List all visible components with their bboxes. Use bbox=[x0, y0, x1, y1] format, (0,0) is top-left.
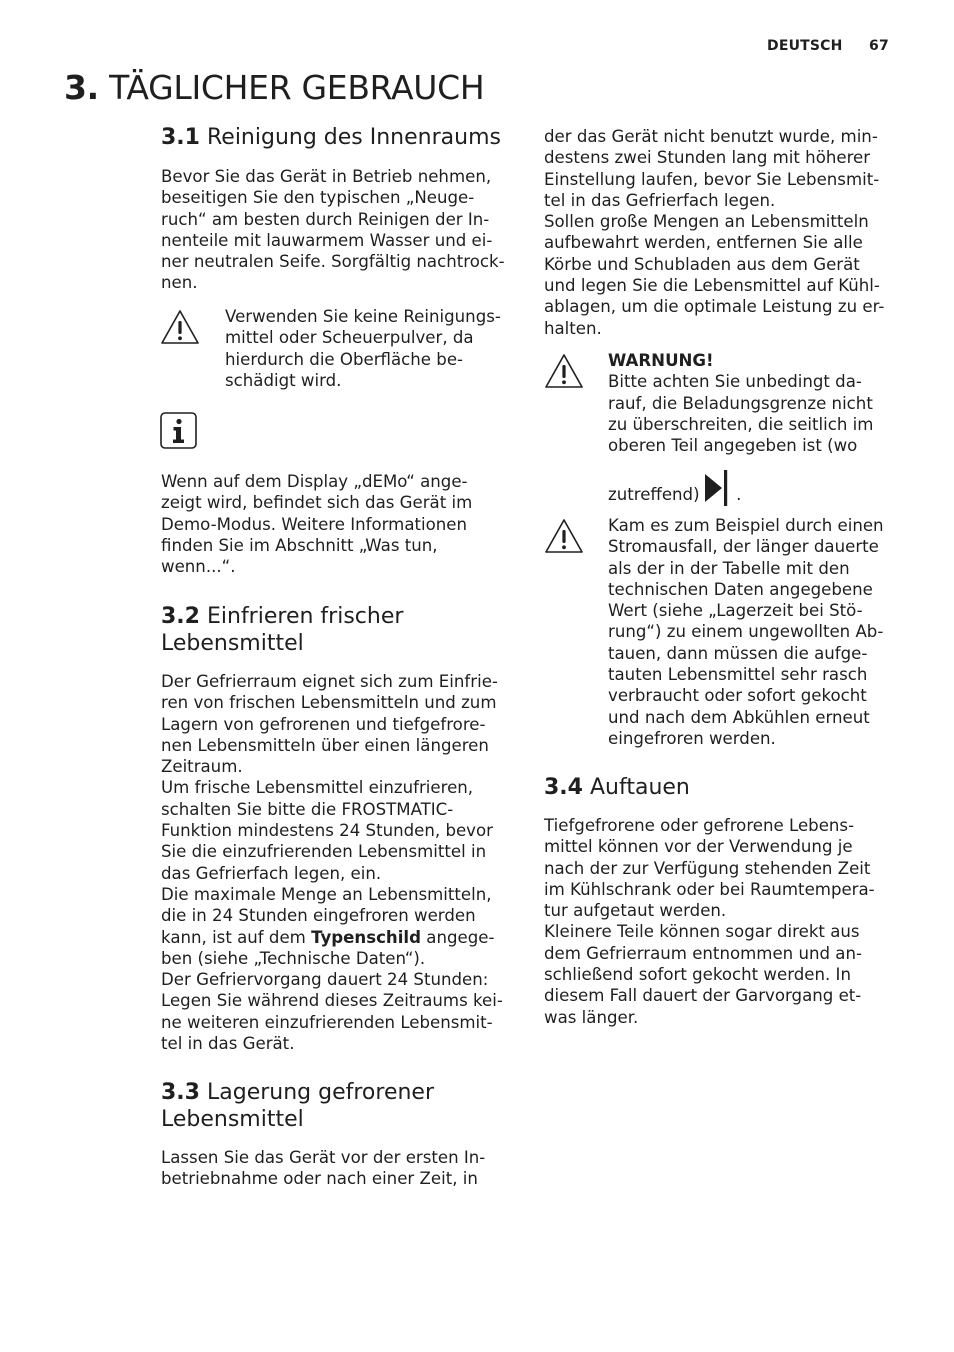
info-note-demo bbox=[161, 471, 513, 577]
chapter-title-text: TÄGLICHER GEBRAUCH bbox=[109, 68, 485, 107]
text-line: schließend sofort gekocht werden. In bbox=[544, 965, 851, 985]
section-3-1-heading bbox=[161, 124, 513, 151]
text-fragment: angege- bbox=[421, 927, 495, 947]
text-line: tauten Lebensmittel sehr rasch bbox=[608, 665, 868, 685]
warning-load-limit bbox=[608, 350, 873, 506]
text-line: beseitigen Sie den typischen „Neuge- bbox=[161, 188, 475, 208]
text-line bbox=[608, 470, 873, 506]
text-line: was länger. bbox=[544, 1007, 639, 1027]
caution-note-cleaning bbox=[225, 306, 501, 391]
caution-note-power-failure bbox=[608, 515, 884, 749]
text-line: tel in das Gefrierfach legen. bbox=[544, 190, 776, 210]
text-line: nenteile mit lauwarmem Wasser und ei- bbox=[161, 230, 493, 250]
warning-triangle-icon bbox=[160, 309, 200, 345]
text-line: Lagern von gefrorenen und tiefgefrore- bbox=[161, 714, 486, 734]
text-line: ne weiteren einzufrierenden Lebensmit- bbox=[161, 1012, 493, 1032]
text-line: der das Gerät nicht benutzt wurde, min- bbox=[544, 127, 878, 146]
text-line: aufbewahrt werden, entfernen Sie alle bbox=[544, 233, 863, 253]
text-line: finden Sie im Abschnitt „Was tun, bbox=[161, 535, 438, 555]
text-line: die in 24 Stunden eingefroren werden bbox=[161, 906, 476, 926]
text-line: als der in der Tabelle mit den bbox=[608, 558, 850, 578]
text-line: Der Gefrierraum eignet sich zum Einfrie- bbox=[161, 672, 498, 691]
text-line: mittel oder Scheuerpulver, da bbox=[225, 328, 474, 348]
text-line: Stromausfall, der länger dauerte bbox=[608, 537, 879, 557]
text-line: hierdurch die Oberfläche be- bbox=[225, 349, 464, 369]
text-fragment: kann, ist auf dem bbox=[161, 927, 312, 947]
text-line: tel in das Gerät. bbox=[161, 1034, 295, 1054]
text-line: Lassen Sie das Gerät vor der ersten In- bbox=[161, 1148, 486, 1167]
text-line: im Kühlschrank oder bei Raumtempera- bbox=[544, 879, 875, 899]
text-line: wenn...“. bbox=[161, 557, 236, 577]
text-line: das Gefrierfach legen, ein. bbox=[161, 863, 382, 883]
text-line: Wert (siehe „Lagerzeit bei Stö- bbox=[608, 601, 863, 621]
text-line: tauen, dann müssen die aufge- bbox=[608, 643, 868, 663]
text-line: diesem Fall dauert der Garvorgang et- bbox=[544, 986, 862, 1006]
text-line: ben (siehe „Technische Daten“). bbox=[161, 948, 426, 968]
section-title-line: Lagerung gefrorener bbox=[206, 1080, 434, 1105]
text-line: Bitte achten Sie unbedingt da- bbox=[608, 372, 862, 392]
section-3-1-text bbox=[161, 166, 513, 294]
section-3-4-text bbox=[544, 815, 899, 1028]
text-line: zeigt wird, befindet sich das Gerät im bbox=[161, 493, 473, 513]
text-line: destens zwei Stunden lang mit höherer bbox=[544, 148, 871, 168]
section-3-3-text-right bbox=[544, 126, 899, 339]
text-line: ren von frischen Lebensmitteln und zum bbox=[161, 693, 497, 713]
chapter-title bbox=[64, 68, 484, 108]
text-line: verbraucht oder sofort gekocht bbox=[608, 686, 867, 706]
text-line: Tiefgefrorene oder gefrorene Lebens- bbox=[544, 816, 855, 835]
section-number: 3.1 bbox=[161, 125, 200, 150]
section-3-2-heading bbox=[161, 603, 513, 657]
text-line: Legen Sie während dieses Zeitraums kei- bbox=[161, 991, 503, 1011]
section-3-2-text bbox=[161, 671, 513, 1054]
section-title-line: Einfrieren frischer bbox=[206, 604, 404, 629]
chapter-number: 3. bbox=[64, 68, 99, 107]
text-line: Körbe und Schubladen aus dem Gerät bbox=[544, 254, 860, 274]
section-number: 3.2 bbox=[161, 604, 200, 629]
text-line: Der Gefriervorgang dauert 24 Stunden: bbox=[161, 970, 489, 990]
section-title-line: Lebensmittel bbox=[161, 631, 304, 656]
header-language: DEUTSCH bbox=[767, 38, 843, 54]
text-line: ruch“ am besten durch Reinigen der In- bbox=[161, 209, 490, 229]
text-line: Sollen große Mengen an Lebensmitteln bbox=[544, 212, 869, 232]
text-line: rauf, die Beladungsgrenze nicht bbox=[608, 393, 873, 413]
section-number: 3.4 bbox=[544, 775, 583, 800]
page-number: 67 bbox=[869, 38, 889, 54]
section-3-4-heading bbox=[544, 774, 899, 801]
text-line: tur aufgetaut werden. bbox=[544, 901, 727, 921]
text-fragment: zutreffend) bbox=[608, 485, 700, 505]
text-line: schalten Sie bitte die FROSTMATIC- bbox=[161, 799, 454, 819]
text-line: zu überschreiten, die seitlich im bbox=[608, 414, 874, 434]
text-line: Bevor Sie das Gerät in Betrieb nehmen, bbox=[161, 167, 492, 186]
text-line: Sie die einzufrierenden Lebensmittel in bbox=[161, 842, 487, 862]
text-line: Demo-Modus. Weitere Informationen bbox=[161, 514, 468, 534]
text-line: Kleinere Teile können sogar direkt aus bbox=[544, 922, 860, 942]
warning-triangle-icon bbox=[544, 353, 584, 389]
text-line: Wenn auf dem Display „dEMo“ ange- bbox=[161, 472, 468, 491]
section-number: 3.3 bbox=[161, 1080, 200, 1105]
text-line: technischen Daten angegebene bbox=[608, 579, 873, 599]
text-line: mittel können vor der Verwendung je bbox=[544, 837, 853, 857]
text-line: ablagen, um die optimale Leistung zu er- bbox=[544, 297, 885, 317]
text-line: Verwenden Sie keine Reinigungs- bbox=[225, 307, 501, 326]
text-line: und nach dem Abkühlen erneut bbox=[608, 707, 870, 727]
text-line: Einstellung laufen, bevor Sie Lebensmit- bbox=[544, 169, 880, 189]
text-line: Um frische Lebensmittel einzufrieren, bbox=[161, 778, 474, 798]
section-title-line: Lebensmittel bbox=[161, 1107, 304, 1132]
load-limit-marker-icon bbox=[705, 470, 731, 506]
text-line: nen Lebensmitteln über einen längeren bbox=[161, 735, 489, 755]
section-3-3-heading bbox=[161, 1079, 513, 1133]
typeplate-term: Typenschild bbox=[311, 927, 421, 947]
text-line: schädigt wird. bbox=[225, 370, 342, 390]
text-line bbox=[161, 927, 513, 948]
section-title: Reinigung des Innenraums bbox=[206, 125, 501, 150]
text-line: oberen Teil angegeben ist (wo bbox=[608, 436, 858, 456]
text-line: Die maximale Menge an Lebensmitteln, bbox=[161, 884, 492, 904]
text-line: Kam es zum Beispiel durch einen bbox=[608, 516, 884, 535]
text-line: und legen Sie die Lebensmittel auf Kühl- bbox=[544, 276, 880, 296]
text-line: betriebnahme oder nach einer Zeit, in bbox=[161, 1169, 478, 1189]
text-line: nach der zur Verfügung stehenden Zeit bbox=[544, 858, 871, 878]
warning-title: WARNUNG! bbox=[608, 351, 714, 370]
text-line: eingefroren werden. bbox=[608, 728, 776, 748]
text-line: Zeitraum. bbox=[161, 757, 243, 777]
text-line: nen. bbox=[161, 273, 198, 293]
text-line: ner neutralen Seife. Sorgfältig nachtrock- bbox=[161, 252, 505, 272]
info-icon bbox=[160, 412, 197, 449]
text-line: rung“) zu einem ungewollten Ab- bbox=[608, 622, 884, 642]
section-title: Auftauen bbox=[589, 775, 690, 800]
section-3-3-text-left bbox=[161, 1147, 513, 1190]
text-fragment: . bbox=[736, 485, 742, 505]
text-line: dem Gefrierraum entnommen und an- bbox=[544, 943, 862, 963]
text-line: halten. bbox=[544, 318, 602, 338]
text-line: Funktion mindestens 24 Stunden, bevor bbox=[161, 821, 493, 841]
warning-triangle-icon bbox=[544, 518, 584, 554]
